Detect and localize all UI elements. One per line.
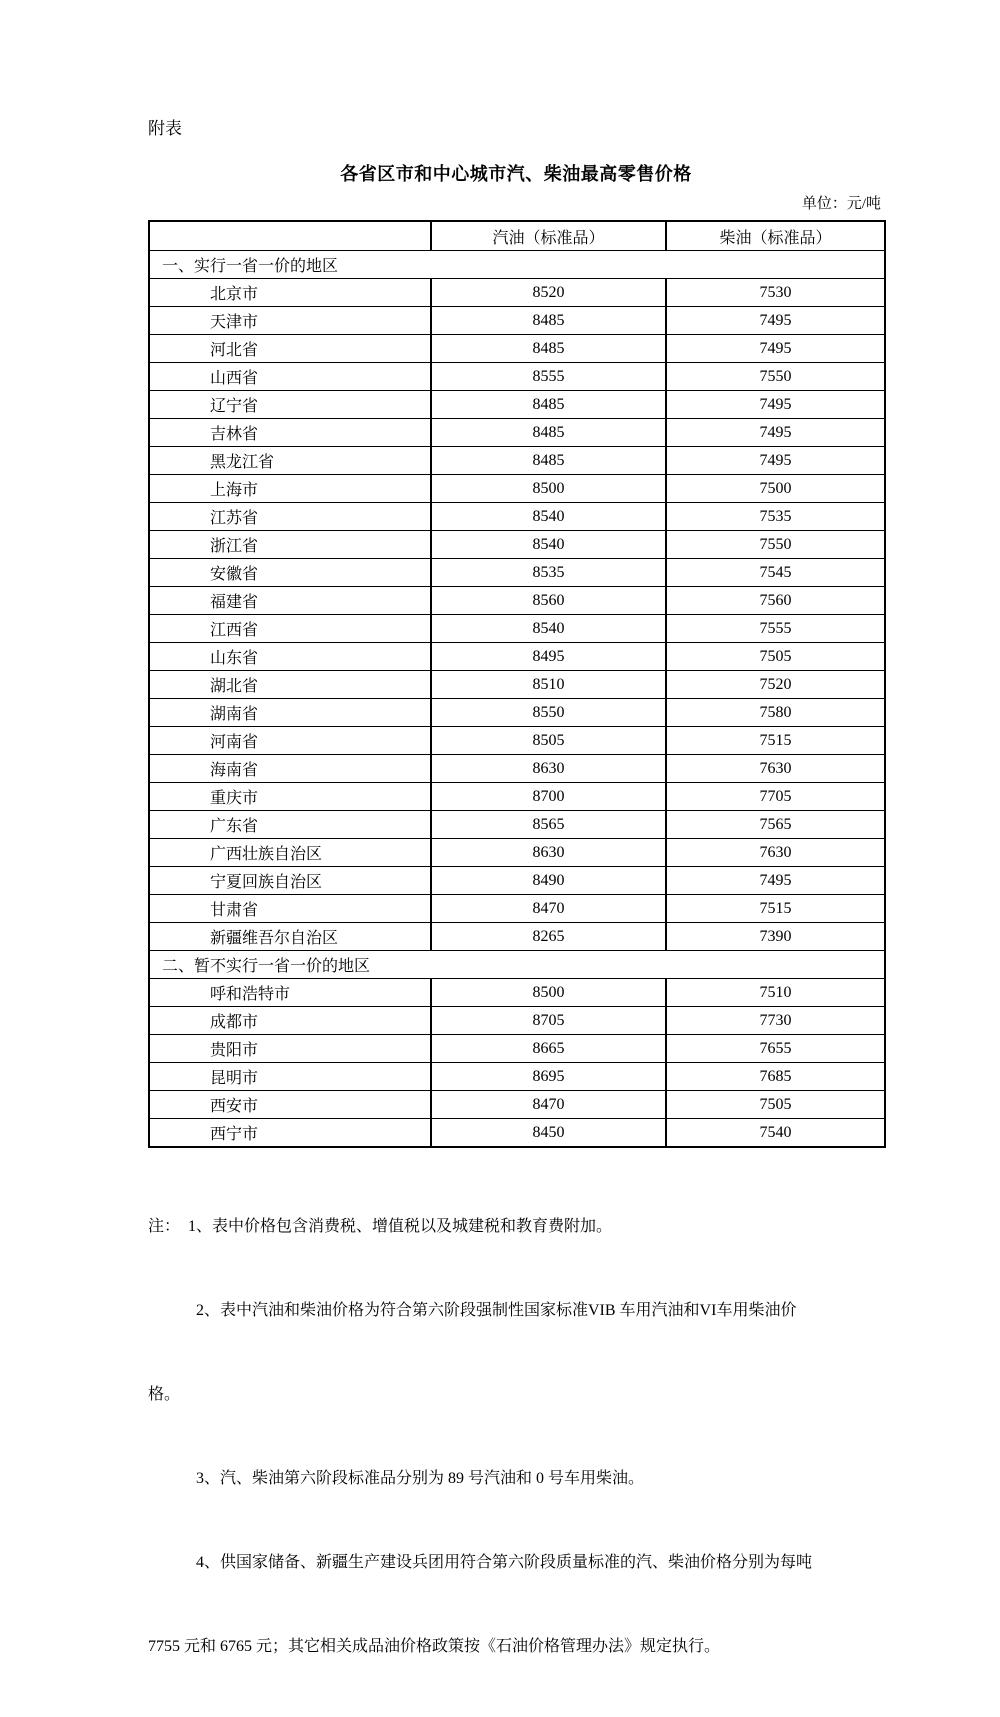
gasoline-price-cell: 8470 [431,1091,666,1119]
table-row [149,335,885,363]
region-cell: 江西省 [149,615,431,643]
diesel-price-cell: 7495 [666,867,885,895]
table-row [149,671,885,699]
section-header: 一、实行一省一价的地区 [149,251,885,279]
table-row [149,1063,885,1091]
note-line: 注： 1、表中价格包含消费税、增值税以及城建税和教育费附加。 [148,1218,613,1235]
table-row [149,699,885,727]
diesel-price-cell: 7730 [666,1007,885,1035]
gasoline-price-cell: 8630 [431,755,666,783]
gasoline-price-cell: 8470 [431,895,666,923]
table-row [149,727,885,755]
unit-label: 单位：元/吨 [801,196,881,212]
table-row [149,503,885,531]
region-cell: 广东省 [149,811,431,839]
gasoline-price-cell: 8540 [431,615,666,643]
diesel-price-cell: 7510 [666,979,885,1007]
attachment-label: 附表 [148,119,182,138]
table-row [149,895,885,923]
price-table-body [149,251,885,1148]
gasoline-price-cell: 8535 [431,559,666,587]
gasoline-price-cell: 8500 [431,979,666,1007]
region-cell: 安徽省 [149,559,431,587]
gasoline-price-cell: 8265 [431,923,666,951]
gasoline-price-cell: 8485 [431,307,666,335]
gasoline-price-cell: 8485 [431,391,666,419]
region-cell: 河北省 [149,335,431,363]
region-cell: 宁夏回族自治区 [149,867,431,895]
gasoline-price-cell: 8555 [431,363,666,391]
region-cell: 江苏省 [149,503,431,531]
gasoline-price-cell: 8705 [431,1007,666,1035]
note-line: 2、表中汽油和柴油价格为符合第六阶段强制性国家标准VIB 车用汽油和VI车用柴油价 [148,1302,797,1319]
gasoline-price-cell: 8485 [431,335,666,363]
region-cell: 湖北省 [149,671,431,699]
table-row [149,615,885,643]
region-cell: 山西省 [149,363,431,391]
gasoline-price-cell: 8500 [431,475,666,503]
table-header-row [149,221,885,251]
table-row [149,559,885,587]
gasoline-price-cell: 8490 [431,867,666,895]
table-row [149,391,885,419]
diesel-price-cell: 7555 [666,615,885,643]
table-row [149,783,885,811]
table-row [149,755,885,783]
diesel-price-cell: 7515 [666,727,885,755]
region-cell: 北京市 [149,279,431,307]
diesel-price-cell: 7560 [666,587,885,615]
section-header: 二、暂不实行一省一价的地区 [149,951,885,979]
table-row [149,1035,885,1063]
region-cell: 贵阳市 [149,1035,431,1063]
gasoline-price-cell: 8560 [431,587,666,615]
diesel-price-cell: 7495 [666,391,885,419]
diesel-price-cell: 7550 [666,363,885,391]
table-row [149,1091,885,1119]
gasoline-price-cell: 8540 [431,503,666,531]
table-row [149,1119,885,1148]
diesel-price-cell: 7520 [666,671,885,699]
table-row [149,363,885,391]
section-header-row [149,251,885,279]
table-row [149,419,885,447]
diesel-price-cell: 7685 [666,1063,885,1091]
table-row [149,811,885,839]
table-row [149,979,885,1007]
gasoline-price-cell: 8495 [431,643,666,671]
diesel-price-cell: 7500 [666,475,885,503]
diesel-price-cell: 7515 [666,895,885,923]
diesel-price-cell: 7505 [666,643,885,671]
gasoline-price-cell: 8485 [431,447,666,475]
diesel-price-cell: 7505 [666,1091,885,1119]
diesel-price-cell: 7580 [666,699,885,727]
diesel-price-cell: 7705 [666,783,885,811]
section-header-row [149,951,885,979]
region-cell: 海南省 [149,755,431,783]
diesel-price-cell: 7495 [666,447,885,475]
diesel-price-cell: 7390 [666,923,885,951]
diesel-price-cell: 7545 [666,559,885,587]
region-cell: 甘肃省 [149,895,431,923]
table-row [149,1007,885,1035]
table-row [149,307,885,335]
gasoline-price-cell: 8550 [431,699,666,727]
table-row [149,923,885,951]
gasoline-price-cell: 8450 [431,1119,666,1148]
note-line: 7755 元和 6765 元；其它相关成品油价格政策按《石油价格管理办法》规定执行。 [148,1638,721,1655]
gasoline-price-cell: 8630 [431,839,666,867]
table-row [149,531,885,559]
diesel-price-cell: 7495 [666,335,885,363]
table-row [149,867,885,895]
note-line: 4、供国家储备、新疆生产建设兵团用符合第六阶段质量标准的汽、柴油价格分别为每吨 [148,1554,813,1571]
diesel-price-cell: 7630 [666,839,885,867]
gasoline-price-cell: 8510 [431,671,666,699]
price-table [148,220,886,1148]
region-column-header [149,221,431,251]
note-line: 3、汽、柴油第六阶段标准品分别为 89 号汽油和 0 号车用柴油。 [148,1470,645,1487]
gasoline-price-cell: 8520 [431,279,666,307]
table-row [149,839,885,867]
gasoline-column-header: 汽油（标准品） [431,221,666,251]
table-row [149,643,885,671]
diesel-price-cell: 7565 [666,811,885,839]
gasoline-price-cell: 8505 [431,727,666,755]
region-cell: 重庆市 [149,783,431,811]
diesel-price-cell: 7495 [666,307,885,335]
region-cell: 昆明市 [149,1063,431,1091]
diesel-price-cell: 7540 [666,1119,885,1148]
document-body [148,0,884,1717]
region-cell: 浙江省 [149,531,431,559]
gasoline-price-cell: 8700 [431,783,666,811]
gasoline-price-cell: 8565 [431,811,666,839]
region-cell: 上海市 [149,475,431,503]
page-title: 各省区市和中心城市汽、柴油最高零售价格 [340,164,692,184]
diesel-price-cell: 7535 [666,503,885,531]
region-cell: 福建省 [149,587,431,615]
gasoline-price-cell: 8665 [431,1035,666,1063]
diesel-price-cell: 7630 [666,755,885,783]
region-cell: 西安市 [149,1091,431,1119]
diesel-column-header: 柴油（标准品） [666,221,885,251]
gasoline-price-cell: 8695 [431,1063,666,1091]
table-row [149,447,885,475]
region-cell: 成都市 [149,1007,431,1035]
diesel-price-cell: 7495 [666,419,885,447]
region-cell: 新疆维吾尔自治区 [149,923,431,951]
gasoline-price-cell: 8540 [431,531,666,559]
diesel-price-cell: 7655 [666,1035,885,1063]
note-line: 格。 [148,1386,181,1403]
table-row [149,475,885,503]
notes-block [148,1157,884,1717]
region-cell: 呼和浩特市 [149,979,431,1007]
table-row [149,279,885,307]
region-cell: 山东省 [149,643,431,671]
region-cell: 河南省 [149,727,431,755]
region-cell: 天津市 [149,307,431,335]
diesel-price-cell: 7550 [666,531,885,559]
table-row [149,587,885,615]
gasoline-price-cell: 8485 [431,419,666,447]
region-cell: 西宁市 [149,1119,431,1148]
region-cell: 广西壮族自治区 [149,839,431,867]
region-cell: 黑龙江省 [149,447,431,475]
region-cell: 湖南省 [149,699,431,727]
region-cell: 辽宁省 [149,391,431,419]
diesel-price-cell: 7530 [666,279,885,307]
region-cell: 吉林省 [149,419,431,447]
